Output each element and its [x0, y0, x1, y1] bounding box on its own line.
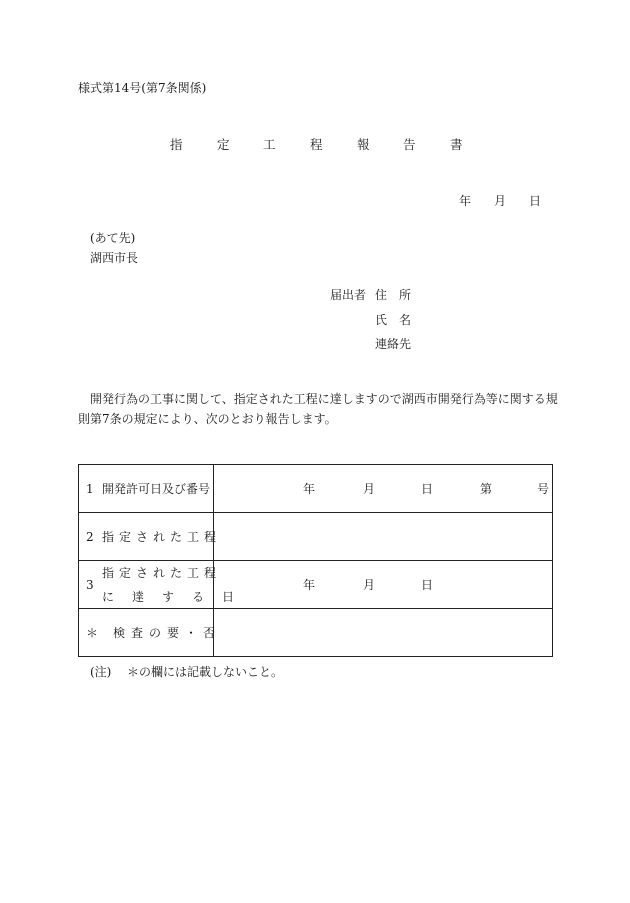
permit-value-cell[interactable] [214, 465, 553, 513]
note-text: ＊の欄には記載しないこと。 [127, 665, 284, 679]
title-char: 書 [450, 137, 463, 152]
reach-date-label-line-1: 指定された工程 [102, 566, 222, 580]
title-char: 程 [310, 137, 323, 152]
body-text-line-1: 開発行為の工事に関して、指定された工程に達しますので湖西市開発行為等に関する規 [90, 392, 558, 406]
form-number: 様式第14号(第7条関係) [78, 81, 207, 95]
reach-date-value-cell[interactable] [214, 561, 553, 609]
date-day: 日 [529, 194, 542, 208]
table-row [79, 609, 553, 657]
body-text-line-2: 則第7条の規定により、次のとおり報告します。 [78, 412, 337, 426]
addressee: 湖西市長 [90, 251, 139, 265]
permit-label: 開発許可日及び番号 [102, 482, 211, 496]
inspection-value-cell [214, 609, 553, 657]
addressee-label: (あて先) [90, 231, 136, 245]
title-char: 告 [403, 137, 416, 152]
table-row [79, 561, 553, 609]
process-label: 指定された工程 [102, 530, 222, 544]
permit-month: 月 [363, 482, 376, 496]
applicant-name-label: 氏 名 [375, 313, 412, 327]
note-label: (注) [90, 665, 112, 679]
row-number: 3 [86, 578, 94, 592]
reach-day: 日 [421, 578, 434, 592]
process-value-cell[interactable] [214, 513, 553, 561]
title-char: 工 [263, 137, 276, 152]
title-char: 指 [170, 137, 183, 152]
title-char: 定 [217, 137, 230, 152]
process-label-cell [79, 513, 222, 561]
title-char: 報 [357, 137, 370, 152]
reach-date-label-cell [79, 561, 253, 609]
applicant-label: 届出者 [330, 288, 367, 302]
table-row [79, 513, 553, 561]
reach-date-label-line-2: に達する日 [102, 590, 253, 604]
row-number: 2 [86, 530, 94, 544]
star-mark: ＊ [86, 626, 99, 640]
applicant-contact-label: 連絡先 [375, 337, 412, 351]
report-table [78, 464, 553, 657]
permit-day: 日 [421, 482, 434, 496]
date-month: 月 [494, 194, 507, 208]
reach-year: 年 [303, 578, 316, 592]
date-year: 年 [459, 194, 472, 208]
reach-month: 月 [363, 578, 376, 592]
permit-go: 号 [537, 482, 550, 496]
table-row [79, 465, 553, 513]
row-number: 1 [86, 482, 94, 496]
applicant-address-label: 住 所 [375, 288, 412, 302]
inspection-label-cell [79, 609, 222, 657]
permit-label-cell [79, 465, 214, 513]
permit-dai: 第 [480, 482, 493, 496]
permit-year: 年 [303, 482, 316, 496]
inspection-label: 検査の要・否 [113, 626, 222, 640]
